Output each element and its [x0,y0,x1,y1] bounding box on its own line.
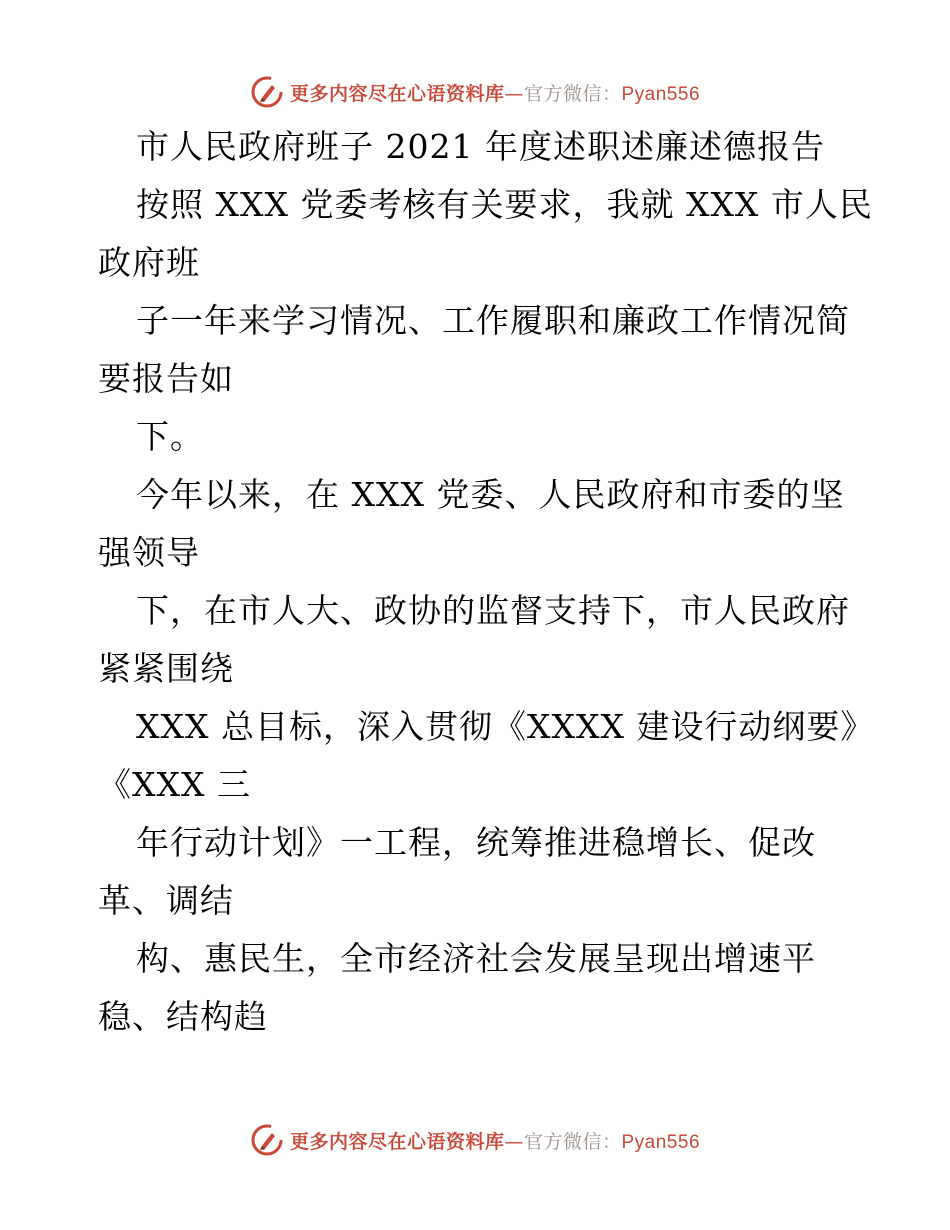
paragraph-line: 革、调结 [98,881,234,920]
paragraph-line: 下。 [136,417,204,456]
paragraph-line: 政府班 [98,243,200,282]
watermark-official-label: 官方微信： [523,82,622,105]
watermark-brand: 更多内容尽在心语资料库 [289,1130,505,1153]
paragraph-line: 稳、结构趋 [98,997,268,1036]
paragraph-line: 《XXX 三 [98,765,251,804]
watermark-brand: 更多内容尽在心语资料库 [289,82,505,105]
paragraph-line: 子一年来学习情况、工作履职和廉政工作情况简 [136,301,850,340]
footer-watermark [0,1120,950,1160]
paragraph-line: 要报告如 [98,359,234,398]
watermark-official-label: 官方微信： [523,1130,622,1153]
watermark-wechat-id: Pyan556 [621,83,701,105]
paragraph-line: 下，在市人大、政协的监督支持下，市人民政府 [136,591,850,630]
header-watermark [0,72,950,112]
document-body [98,118,875,1046]
pen-logo-icon [250,75,284,109]
watermark-dash: — [504,1130,524,1153]
document-title: 市人民政府班子 2021 年度述职述廉述德报告 [136,127,825,166]
paragraph-line: 按照 XXX 党委考核有关要求，我就 XXX 市人民 [136,185,873,224]
watermark-text [290,79,700,106]
paragraph-line: 强领导 [98,533,200,572]
paragraph-line: XXX 总目标，深入贯彻《XXXX 建设行动纲要》 [136,707,875,746]
paragraph-line: 构、惠民生，全市经济社会发展呈现出增速平 [136,939,816,978]
watermark-dash: — [504,82,524,105]
paragraph-line: 紧紧围绕 [98,649,234,688]
paragraph-line: 年行动计划》一工程，统筹推进稳增长、促改 [136,823,816,862]
watermark-text [290,1127,700,1154]
watermark-wechat-id: Pyan556 [621,1131,701,1153]
pen-logo-icon [250,1123,284,1157]
paragraph-line: 今年以来，在 XXX 党委、人民政府和市委的坚 [136,475,845,514]
